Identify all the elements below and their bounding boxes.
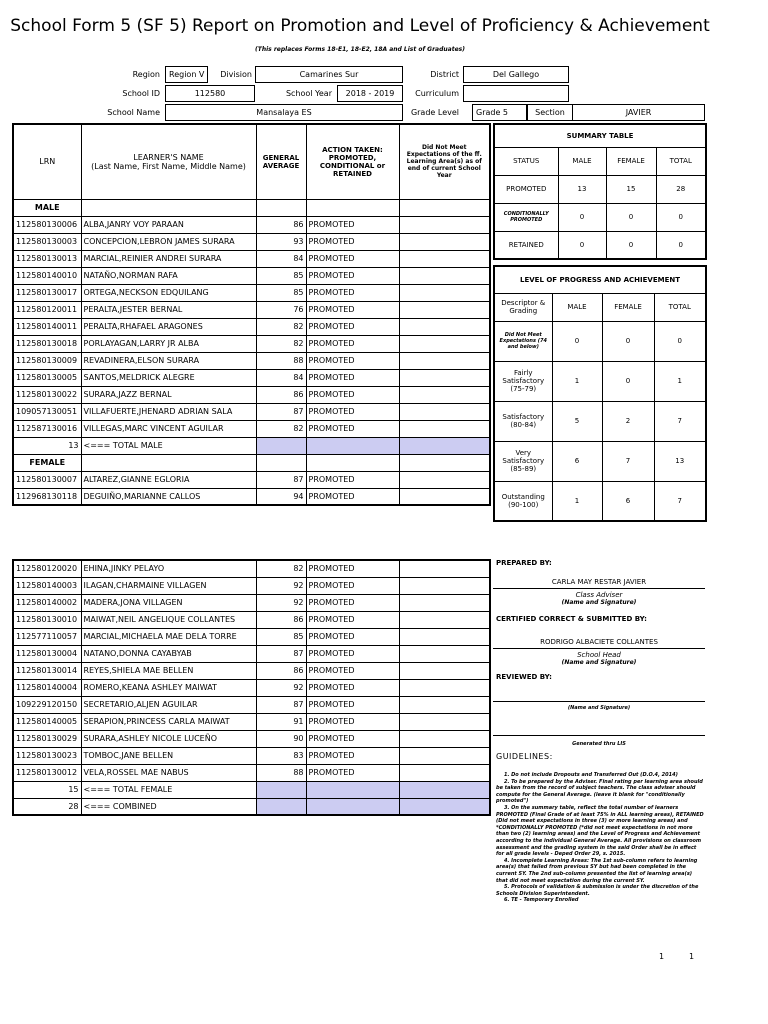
table-row: [13, 713, 490, 730]
name-cell: CONCEPCION,LEBRON JAMES SURARA: [81, 233, 256, 250]
name-cell: ORTEGA,NECKSON EDQUILANG: [81, 284, 256, 301]
certified-label: CERTIFIED CORRECT & SUBMITTED BY:: [496, 615, 647, 623]
action-cell: PROMOTED: [306, 713, 399, 730]
head-sub: (Name and Signature): [561, 659, 637, 666]
action-cell: PROMOTED: [306, 560, 399, 577]
action-cell: PROMOTED: [306, 730, 399, 747]
table-row: [13, 284, 490, 301]
lrn-cell: 112580130018: [13, 335, 81, 352]
action-cell: PROMOTED: [306, 216, 399, 233]
name-cell: MARCIAL,REINIER ANDREI SURARA: [81, 250, 256, 267]
table-row: [13, 335, 490, 352]
total-female-label: <=== TOTAL FEMALE: [81, 781, 256, 798]
average-cell: 86: [256, 386, 306, 403]
school-year-field[interactable]: 2018 - 2019: [337, 85, 403, 102]
lrn-cell: 112580140010: [13, 267, 81, 284]
average-cell: 90: [256, 730, 306, 747]
page-number: 1: [659, 952, 665, 961]
name-cell: ALBA,JANRY VOY PARAAN: [81, 216, 256, 233]
lrn-cell: 112580130005: [13, 369, 81, 386]
empty-cell: [399, 454, 490, 471]
action-cell: PROMOTED: [306, 420, 399, 437]
summary-h-total: TOTAL: [656, 147, 706, 175]
progress-row: [494, 401, 706, 441]
lrn-cell: 112968130118: [13, 488, 81, 505]
name-cell: SANTOS,MELDRICK ALEGRE: [81, 369, 256, 386]
average-cell: 85: [256, 267, 306, 284]
combined-count: 28: [13, 798, 81, 815]
average-cell: 85: [256, 628, 306, 645]
school-name-label: School Name: [107, 108, 160, 117]
division-field[interactable]: Camarines Sur: [255, 66, 403, 83]
generated-line: [493, 735, 705, 736]
name-cell: PERALTA,JESTER BERNAL: [81, 301, 256, 318]
not-meet-cell: [399, 216, 490, 233]
action-cell: PROMOTED: [306, 233, 399, 250]
average-cell: 87: [256, 471, 306, 488]
lrn-cell: 112580130004: [13, 645, 81, 662]
action-cell: PROMOTED: [306, 747, 399, 764]
summary-status-cell: PROMOTED: [494, 175, 558, 203]
not-meet-cell: [399, 730, 490, 747]
progress-total-cell: 0: [654, 321, 706, 361]
progress-desc-cell: Very Satisfactory (85-89): [494, 441, 552, 481]
summary-total-cell: 0: [656, 231, 706, 259]
progress-female-cell: 0: [602, 321, 654, 361]
table-row: [13, 301, 490, 318]
lrn-cell: 109229120150: [13, 696, 81, 713]
school-year-label: School Year: [285, 89, 332, 98]
name-cell: SURARA,JAZZ BERNAL: [81, 386, 256, 403]
progress-row: [494, 361, 706, 401]
average-cell: 92: [256, 594, 306, 611]
not-meet-cell: [399, 386, 490, 403]
average-cell: 84: [256, 369, 306, 386]
male-section-label: MALE: [13, 199, 81, 216]
lrn-cell: 112577110057: [13, 628, 81, 645]
prepared-by-label: PREPARED BY:: [496, 559, 552, 567]
progress-female-cell: 7: [602, 441, 654, 481]
lrn-cell: 112580130003: [13, 233, 81, 250]
reviewer-line: [493, 701, 705, 702]
not-meet-cell: [399, 560, 490, 577]
table-row: [13, 352, 490, 369]
guideline-item: 1. Do not include Dropouts and Transferred Out (D.O.4, 2014): [504, 772, 678, 778]
table-row: [13, 611, 490, 628]
action-cell: PROMOTED: [306, 352, 399, 369]
name-cell: PERALTA,RHAFAEL ARAGONES: [81, 318, 256, 335]
not-meet-cell: [399, 318, 490, 335]
table-row: [13, 488, 490, 505]
progress-h-male: MALE: [552, 293, 602, 321]
average-cell: 92: [256, 577, 306, 594]
col-lrn: LRN: [13, 124, 81, 199]
action-cell: PROMOTED: [306, 645, 399, 662]
col-not-meet: Did Not Meet Expectations of the ff. Learning Area(s) as of end of current School Year: [399, 124, 490, 199]
table-row: [13, 386, 490, 403]
average-cell: 85: [256, 284, 306, 301]
not-meet-cell: [399, 267, 490, 284]
not-meet-cell: [399, 577, 490, 594]
name-cell: VILLEGAS,MARC VINCENT AGUILAR: [81, 420, 256, 437]
head-role: School Head: [577, 651, 621, 659]
progress-h-total: TOTAL: [654, 293, 706, 321]
action-cell: PROMOTED: [306, 594, 399, 611]
combined-label: <=== COMBINED: [81, 798, 256, 815]
summary-h-male: MALE: [558, 147, 606, 175]
reviewed-label: REVIEWED BY:: [496, 673, 552, 681]
total-female-avg: [256, 781, 306, 798]
progress-total-cell: 7: [654, 401, 706, 441]
name-cell: REYES,SHIELA MAE BELLEN: [81, 662, 256, 679]
name-cell: ILAGAN,CHARMAINE VILLAGEN: [81, 577, 256, 594]
summary-male-cell: 0: [558, 231, 606, 259]
lrn-cell: 112580130013: [13, 250, 81, 267]
progress-desc-cell: Fairly Satisfactory (75-79): [494, 361, 552, 401]
total-male-avg: [256, 437, 306, 454]
school-id-label: School ID: [122, 89, 160, 98]
table-row: [13, 216, 490, 233]
empty-cell: [399, 199, 490, 216]
empty-cell: [81, 199, 256, 216]
table-row: [13, 764, 490, 781]
region-field[interactable]: Region V: [165, 66, 208, 83]
guideline-item: 3. On the summary table, reflect the total number of learners PROMOTED (Final Grade of at least 75% in ALL learning areas), RETAINED (Did not meet expectations in three (3) or more learning areas) and *CONDITIONALLY PROMOTED (*did not meet expectations in not more than two (2) learning areas) and the Level of Progress and Achievement according to the individual General Average. All provisions on classroom assessment and the grading system in the said Order shall be in effect for all grade levels - Deped Order 29, s. 2015.: [496, 804, 704, 858]
female-section-label: FEMALE: [13, 454, 81, 471]
average-cell: 87: [256, 645, 306, 662]
lrn-cell: 112580130007: [13, 471, 81, 488]
name-cell: MADERA,JONA VILLAGEN: [81, 594, 256, 611]
guideline-item: 5. Protocols of validation & submission is under the discretion of the Schools Division Superintendent.: [496, 884, 699, 897]
summary-female-cell: 15: [606, 175, 656, 203]
average-cell: 82: [256, 318, 306, 335]
lrn-cell: 112580130023: [13, 747, 81, 764]
not-meet-cell: [399, 420, 490, 437]
name-cell: EHINA,JINKY PELAYO: [81, 560, 256, 577]
empty-cell: [256, 454, 306, 471]
action-cell: PROMOTED: [306, 318, 399, 335]
col-name: LEARNER'S NAME (Last Name, First Name, Middle Name): [81, 124, 256, 199]
lrn-cell: 112580120020: [13, 560, 81, 577]
summary-row: [494, 175, 706, 203]
lrn-cell: 109057130051: [13, 403, 81, 420]
progress-row: [494, 321, 706, 361]
total-female-count: 15: [13, 781, 81, 798]
progress-desc-cell: Did Not Meet Expectations (74 and below): [494, 321, 552, 361]
table-row: [13, 318, 490, 335]
action-cell: PROMOTED: [306, 335, 399, 352]
total-male-notmeet: [399, 437, 490, 454]
progress-female-cell: 6: [602, 481, 654, 521]
average-cell: 86: [256, 611, 306, 628]
table-row: [13, 369, 490, 386]
not-meet-cell: [399, 713, 490, 730]
name-cell: MARCIAL,MICHAELA MAE DELA TORRE: [81, 628, 256, 645]
progress-total-cell: 13: [654, 441, 706, 481]
not-meet-cell: [399, 628, 490, 645]
school-name-field[interactable]: Mansalaya ES: [165, 104, 403, 121]
table-row: [13, 420, 490, 437]
summary-table: [493, 123, 707, 260]
empty-cell: [306, 454, 399, 471]
progress-female-cell: 0: [602, 361, 654, 401]
empty-cell: [256, 199, 306, 216]
total-female-action: [306, 781, 399, 798]
lrn-cell: 112580130006: [13, 216, 81, 233]
table-row: [13, 471, 490, 488]
table-row: [13, 233, 490, 250]
combined-avg: [256, 798, 306, 815]
progress-male-cell: 0: [552, 321, 602, 361]
not-meet-cell: [399, 764, 490, 781]
total-male-action: [306, 437, 399, 454]
progress-table: [493, 265, 707, 522]
action-cell: PROMOTED: [306, 662, 399, 679]
guidelines-title: GUIDELINES:: [496, 752, 553, 761]
summary-h-female: FEMALE: [606, 147, 656, 175]
total-female-notmeet: [399, 781, 490, 798]
summary-row: [494, 203, 706, 231]
page-subtitle: (This replaces Forms 18-E1, 18-E2, 18A and List of Graduates): [255, 46, 465, 53]
lrn-cell: 112580130012: [13, 764, 81, 781]
district-label: District: [430, 70, 459, 79]
not-meet-cell: [399, 488, 490, 505]
average-cell: 82: [256, 420, 306, 437]
summary-female-cell: 0: [606, 231, 656, 259]
empty-cell: [306, 199, 399, 216]
average-cell: 92: [256, 679, 306, 696]
average-cell: 94: [256, 488, 306, 505]
name-cell: SECRETARIO,ALJEN AGUILAR: [81, 696, 256, 713]
table-row: [13, 747, 490, 764]
summary-total-cell: 28: [656, 175, 706, 203]
progress-desc-cell: Satisfactory (80-84): [494, 401, 552, 441]
action-cell: PROMOTED: [306, 611, 399, 628]
guidelines-text: [496, 772, 704, 904]
average-cell: 82: [256, 560, 306, 577]
average-cell: 91: [256, 713, 306, 730]
curriculum-field[interactable]: [463, 85, 569, 102]
progress-row: [494, 441, 706, 481]
lrn-cell: 112580140003: [13, 577, 81, 594]
table-row: [13, 577, 490, 594]
table-row: [13, 403, 490, 420]
curriculum-label: Curriculum: [415, 89, 459, 98]
lrn-cell: 112580130017: [13, 284, 81, 301]
lrn-cell: 112580140004: [13, 679, 81, 696]
head-name: RODRIGO ALBACIETE COLLANTES: [493, 638, 705, 649]
table-row: [13, 645, 490, 662]
progress-male-cell: 1: [552, 361, 602, 401]
action-cell: PROMOTED: [306, 369, 399, 386]
col-action: ACTION TAKEN: PROMOTED, CONDITIONAL or RETAINED: [306, 124, 399, 199]
table-row: [13, 560, 490, 577]
progress-male-cell: 5: [552, 401, 602, 441]
name-cell: VELA,ROSSEL MAE NABUS: [81, 764, 256, 781]
average-cell: 86: [256, 216, 306, 233]
school-id-field[interactable]: 112580: [165, 85, 255, 102]
learners-table-bottom: [12, 559, 491, 816]
action-cell: PROMOTED: [306, 696, 399, 713]
lrn-cell: 112580140011: [13, 318, 81, 335]
not-meet-cell: [399, 352, 490, 369]
lrn-cell: 112587130016: [13, 420, 81, 437]
lrn-cell: 112580130014: [13, 662, 81, 679]
name-cell: PORLAYAGAN,LARRY JR ALBA: [81, 335, 256, 352]
not-meet-cell: [399, 611, 490, 628]
not-meet-cell: [399, 250, 490, 267]
grade-level-label: Grade Level: [410, 108, 459, 117]
table-row: [13, 662, 490, 679]
combined-notmeet: [399, 798, 490, 815]
not-meet-cell: [399, 301, 490, 318]
name-cell: SURARA,ASHLEY NICOLE LUCEÑO: [81, 730, 256, 747]
table-row: [13, 679, 490, 696]
not-meet-cell: [399, 594, 490, 611]
average-cell: 86: [256, 662, 306, 679]
table-row: [13, 250, 490, 267]
action-cell: PROMOTED: [306, 764, 399, 781]
lrn-cell: 112580130022: [13, 386, 81, 403]
col-average: GENERAL AVERAGE: [256, 124, 306, 199]
average-cell: 88: [256, 352, 306, 369]
learners-table-top: [12, 123, 491, 506]
lrn-cell: 112580130010: [13, 611, 81, 628]
average-cell: 88: [256, 764, 306, 781]
action-cell: PROMOTED: [306, 471, 399, 488]
not-meet-cell: [399, 233, 490, 250]
adviser-role: Class Adviser: [575, 591, 623, 599]
not-meet-cell: [399, 645, 490, 662]
table-row: [13, 730, 490, 747]
summary-female-cell: 0: [606, 203, 656, 231]
average-cell: 87: [256, 696, 306, 713]
summary-row: [494, 231, 706, 259]
guideline-item: 2. To be prepared by the Adviser. Final rating per learning area should be taken from the record of subject teachers. The class adviser should compute for the General Average. (leave it blank for "conditionally promoted"): [496, 778, 703, 805]
progress-male-cell: 6: [552, 441, 602, 481]
lrn-cell: 112580140005: [13, 713, 81, 730]
guideline-item: 6. TE - Temporary Enrolled: [504, 897, 579, 904]
district-field[interactable]: Del Gallego: [463, 66, 569, 83]
not-meet-cell: [399, 662, 490, 679]
action-cell: PROMOTED: [306, 577, 399, 594]
name-cell: ALTAREZ,GIANNE EGLORIA: [81, 471, 256, 488]
action-cell: PROMOTED: [306, 386, 399, 403]
adviser-sub: (Name and Signature): [561, 599, 637, 606]
table-row: [13, 267, 490, 284]
name-cell: VILLAFUERTE,JHENARD ADRIAN SALA: [81, 403, 256, 420]
total-male-label: <=== TOTAL MALE: [81, 437, 256, 454]
action-cell: PROMOTED: [306, 488, 399, 505]
progress-total-cell: 7: [654, 481, 706, 521]
not-meet-cell: [399, 284, 490, 301]
section-label: Section: [527, 104, 572, 121]
summary-status-cell: RETAINED: [494, 231, 558, 259]
average-cell: 76: [256, 301, 306, 318]
table-row: [13, 594, 490, 611]
table-row: [13, 696, 490, 713]
action-cell: PROMOTED: [306, 628, 399, 645]
average-cell: 82: [256, 335, 306, 352]
name-cell: DEGUIÑO,MARIANNE CALLOS: [81, 488, 256, 505]
name-cell: TOMBOC,JANE BELLEN: [81, 747, 256, 764]
lrn-cell: 112580120011: [13, 301, 81, 318]
division-label: Division: [220, 70, 252, 79]
lrn-cell: 112580130009: [13, 352, 81, 369]
not-meet-cell: [399, 403, 490, 420]
not-meet-cell: [399, 696, 490, 713]
action-cell: PROMOTED: [306, 267, 399, 284]
average-cell: 87: [256, 403, 306, 420]
lrn-cell: 112580140002: [13, 594, 81, 611]
action-cell: PROMOTED: [306, 403, 399, 420]
progress-female-cell: 2: [602, 401, 654, 441]
page-total: 1: [689, 952, 695, 961]
summary-male-cell: 13: [558, 175, 606, 203]
grade-level-field[interactable]: Grade 5: [472, 104, 527, 121]
progress-row: [494, 481, 706, 521]
table-row: [13, 628, 490, 645]
summary-status-cell: CONDITIONALLY PROMOTED: [494, 203, 558, 231]
average-cell: 84: [256, 250, 306, 267]
combined-action: [306, 798, 399, 815]
summary-male-cell: 0: [558, 203, 606, 231]
name-cell: MAIWAT,NEIL ANGELIQUE COLLANTES: [81, 611, 256, 628]
progress-desc-cell: Outstanding (90-100): [494, 481, 552, 521]
progress-title: LEVEL OF PROGRESS AND ACHIEVEMENT: [494, 266, 706, 293]
name-cell: NATANO,DONNA CAYABYAB: [81, 645, 256, 662]
adviser-name: CARLA MAY RESTAR JAVIER: [493, 578, 705, 589]
name-cell: ROMERO,KEANA ASHLEY MAIWAT: [81, 679, 256, 696]
lrn-cell: 112580130029: [13, 730, 81, 747]
summary-total-cell: 0: [656, 203, 706, 231]
total-male-count: 13: [13, 437, 81, 454]
not-meet-cell: [399, 471, 490, 488]
section-field[interactable]: JAVIER: [572, 104, 705, 121]
guideline-item: 4. Incomplete Learning Areas: The 1st sub-column refers to learning area(s) that failed from previous SY but had been completed in the current SY. The 2nd sub-column presented the list of learning area(s) that did not meet expectation during the current SY.: [496, 857, 698, 884]
not-meet-cell: [399, 335, 490, 352]
average-cell: 83: [256, 747, 306, 764]
not-meet-cell: [399, 747, 490, 764]
progress-h-desc: Descriptor & Grading: [494, 293, 552, 321]
average-cell: 93: [256, 233, 306, 250]
generated-label: Generated thru LIS: [572, 741, 626, 747]
reviewer-sub: (Name and Signature): [567, 705, 631, 711]
not-meet-cell: [399, 369, 490, 386]
summary-title: SUMMARY TABLE: [494, 124, 706, 147]
empty-cell: [81, 454, 256, 471]
region-label: Region: [132, 70, 160, 79]
page-title: School Form 5 (SF 5) Report on Promotion and Level of Proficiency & Achievement: [10, 16, 710, 36]
summary-h-status: STATUS: [494, 147, 558, 175]
name-cell: SERAPION,PRINCESS CARLA MAIWAT: [81, 713, 256, 730]
action-cell: PROMOTED: [306, 301, 399, 318]
progress-male-cell: 1: [552, 481, 602, 521]
action-cell: PROMOTED: [306, 284, 399, 301]
progress-total-cell: 1: [654, 361, 706, 401]
action-cell: PROMOTED: [306, 250, 399, 267]
progress-h-female: FEMALE: [602, 293, 654, 321]
name-cell: NATAÑO,NORMAN RAFA: [81, 267, 256, 284]
not-meet-cell: [399, 679, 490, 696]
name-cell: REVADINERA,ELSON SURARA: [81, 352, 256, 369]
action-cell: PROMOTED: [306, 679, 399, 696]
